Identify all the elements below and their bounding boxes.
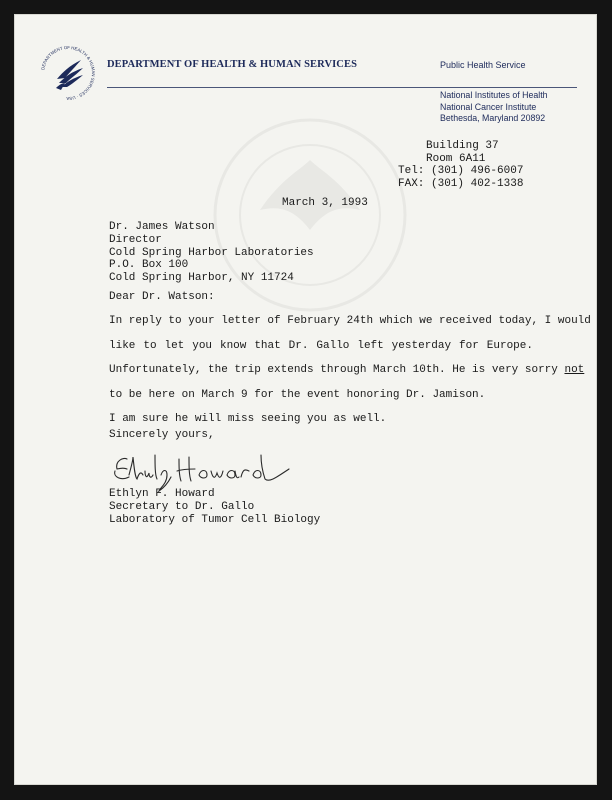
- hhs-eagle-logo: [37, 42, 99, 104]
- body-line: to be here on March 9 for the event honoring Dr. Jamison.: [109, 389, 486, 401]
- institution-line: Bethesda, Maryland 20892: [440, 113, 546, 123]
- address-tel: Tel: (301) 496-6007: [398, 165, 524, 177]
- salutation: Dear Dr. Watson:: [109, 291, 215, 303]
- body-line: I am sure he will miss seeing you as well.: [109, 413, 387, 425]
- recipient-address: [109, 221, 314, 285]
- address-fax: FAX: (301) 402-1338: [398, 177, 524, 190]
- logo-ring-text: DEPARTMENT OF HEALTH & HUMAN SERVICES · USA: [40, 44, 97, 102]
- recipient-line: Cold Spring Harbor, NY 11724: [109, 272, 294, 285]
- institution-line: National Cancer Institute: [440, 101, 537, 112]
- recipient-line: P.O. Box 100: [109, 259, 189, 272]
- signer-title: Secretary to Dr. Gallo: [109, 500, 255, 513]
- body-line: [109, 364, 585, 376]
- letter-date: March 3, 1993: [282, 197, 368, 209]
- department-name: DEPARTMENT OF HEALTH & HUMAN SERVICES: [107, 59, 358, 70]
- letterhead-rule: [107, 87, 577, 88]
- underlined-word: not: [564, 364, 585, 376]
- signer-name: Ethlyn F. Howard: [109, 488, 215, 500]
- body-text: Unfortunately, the trip extends through March 10th. He is very sorry: [109, 364, 558, 376]
- recipient-line: Dr. James Watson: [109, 221, 215, 233]
- institution-line: National Institutes of Health: [440, 90, 548, 100]
- body-line: In reply to your letter of February 24th which we received today, I would: [109, 315, 591, 327]
- body-line: like to let you know that Dr. Gallo left yesterday for Europe.: [109, 340, 533, 352]
- eagle-icon: [56, 60, 83, 90]
- signer-lab: Laboratory of Tumor Cell Biology: [109, 513, 321, 526]
- address-room: Room 6A11: [426, 152, 486, 165]
- closing: Sincerely yours,: [109, 429, 215, 441]
- recipient-line: Director: [109, 233, 162, 246]
- watermark-seal-icon: [200, 110, 420, 320]
- public-health-service: Public Health Service: [440, 60, 526, 70]
- signature-text: Ethlyn Howard: [109, 447, 116, 448]
- signature-block: [109, 488, 320, 526]
- sender-address: [398, 140, 523, 190]
- letter-page: [14, 14, 597, 785]
- institution-block: [440, 90, 548, 125]
- address-building: Building 37: [426, 140, 499, 152]
- recipient-line: Cold Spring Harbor Laboratories: [109, 246, 314, 259]
